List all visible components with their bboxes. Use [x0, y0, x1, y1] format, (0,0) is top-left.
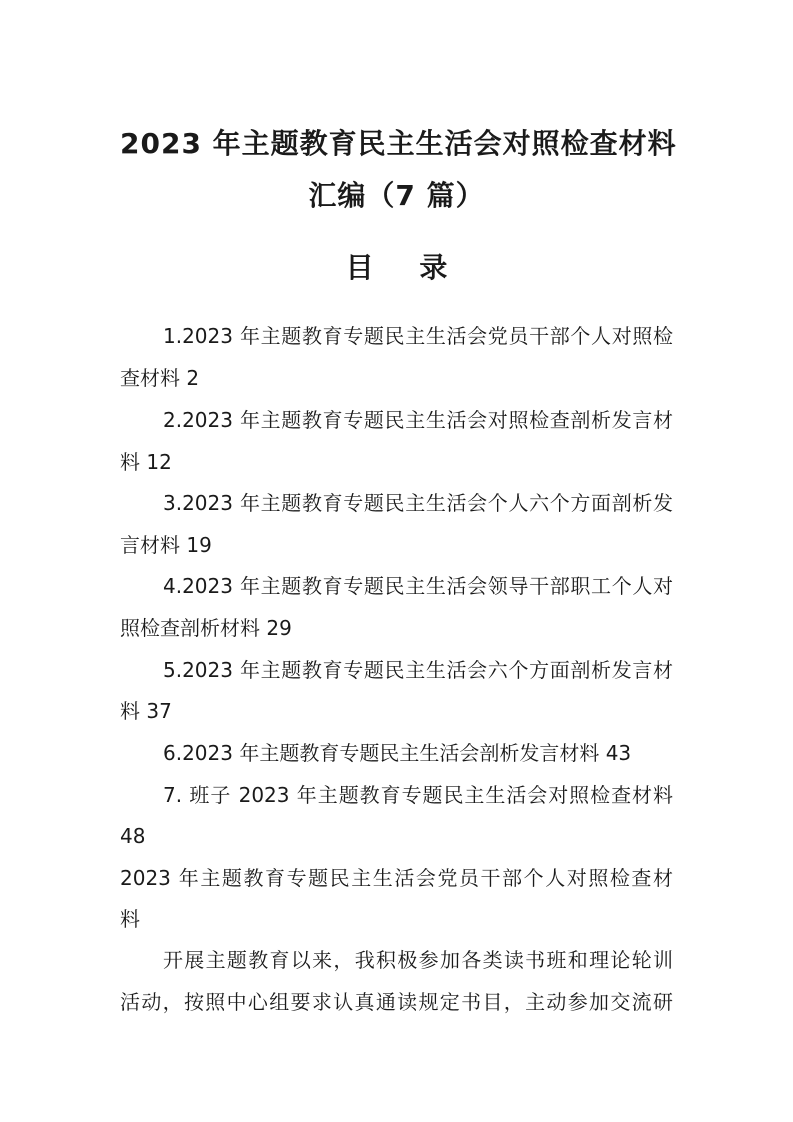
- document-title-line-2: 汇编（7 篇）: [308, 179, 485, 212]
- toc-entry-4[interactable]: 4.2023 年主题教育专题民主生活会领导干部职工个人对: [163, 574, 673, 598]
- body-paragraph-line-1: 开展主题教育以来，我积极参加各类读书班和理论轮训: [163, 948, 673, 972]
- toc-entry-1[interactable]: 1.2023 年主题教育专题民主生活会党员干部个人对照检: [163, 324, 673, 348]
- body-paragraph-line-2: 活动，按照中心组要求认真通读规定书目，主动参加交流研: [120, 990, 673, 1014]
- toc-entry-3-continued[interactable]: 言材料 19: [120, 533, 212, 557]
- toc-entry-7-continued[interactable]: 48: [120, 824, 146, 848]
- document-title-line-1: 2023 年主题教育民主生活会对照检查材料: [120, 127, 677, 160]
- toc-entry-3[interactable]: 3.2023 年主题教育专题民主生活会个人六个方面剖析发: [163, 491, 673, 515]
- toc-entry-7[interactable]: 7. 班子 2023 年主题教育专题民主生活会对照检查材料: [163, 783, 673, 807]
- toc-entry-2-continued[interactable]: 料 12: [120, 450, 172, 474]
- toc-entry-4-continued[interactable]: 照检查剖析材料 29: [120, 616, 292, 640]
- toc-entry-6[interactable]: 6.2023 年主题教育专题民主生活会剖析发言材料 43: [163, 741, 632, 765]
- section-title: 2023 年主题教育专题民主生活会党员干部个人对照检查材: [120, 866, 673, 890]
- toc-heading: 目 录: [345, 251, 466, 284]
- toc-entry-5-continued[interactable]: 料 37: [120, 699, 172, 723]
- toc-entry-1-continued[interactable]: 查材料 2: [120, 366, 200, 390]
- toc-entry-2[interactable]: 2.2023 年主题教育专题民主生活会对照检查剖析发言材: [163, 408, 673, 432]
- section-title-continued: 料: [120, 907, 140, 931]
- toc-entry-5[interactable]: 5.2023 年主题教育专题民主生活会六个方面剖析发言材: [163, 658, 673, 682]
